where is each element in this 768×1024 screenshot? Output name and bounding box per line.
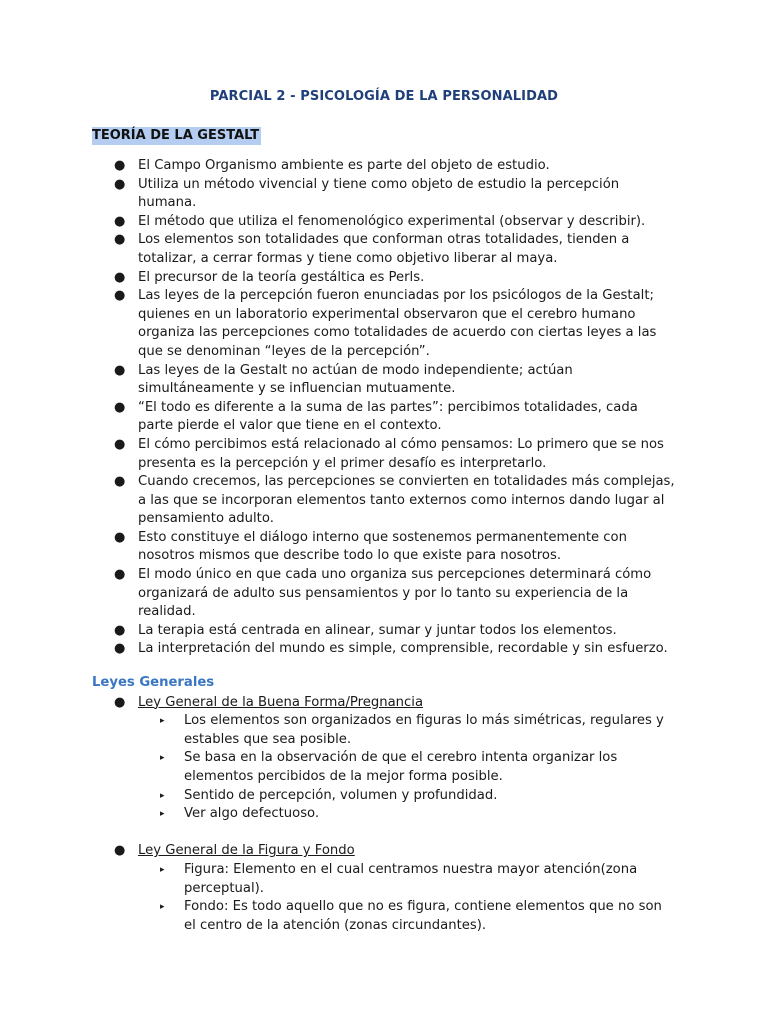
bullet-icon: ● bbox=[114, 694, 126, 710]
bullet-icon: ● bbox=[114, 176, 126, 192]
laws-list bbox=[92, 842, 676, 861]
bullet-icon: ● bbox=[114, 158, 126, 173]
triangle-bullet-icon: ▸ bbox=[160, 902, 165, 913]
list-item: ▸ Se basa en la observación de que el cerebro intenta organizar los elementos percibidos de la mejor forma posible. bbox=[160, 750, 618, 784]
list-item: ● El cómo percibimos está relacionado al cómo pensamos: Lo primero que se nos presenta es la percepción y el primer desafío es interpretarlo. bbox=[114, 436, 664, 471]
list-item: ● La terapia está centrada en alinear, sumar y juntar todos los elementos. bbox=[114, 622, 676, 641]
list-item: ● Las leyes de la Gestalt no actúan de modo independiente; actúan simultáneamente y se influencian mutuamente. bbox=[114, 362, 573, 397]
bullet-icon: ● bbox=[114, 622, 126, 638]
law-item bbox=[114, 842, 676, 861]
bullet-list bbox=[92, 157, 676, 659]
law-title: Ley General de la Buena Forma/Pregnancia bbox=[138, 694, 424, 710]
list-item: ▸ Figura: Elemento en el cual centramos nuestra mayor atención(zona perceptual). bbox=[160, 861, 638, 896]
bullet-icon: ● bbox=[114, 529, 126, 545]
sub-heading: Leyes Generales bbox=[92, 675, 215, 691]
list-item: ● El precursor de la teoría gestáltica es Perls. bbox=[114, 269, 676, 288]
bullet-icon: ● bbox=[114, 362, 126, 378]
list-item: ● “El todo es diferente a la suma de las partes”: percibimos totalidades, cada parte pierde el valor que tiene en el contexto. bbox=[114, 399, 638, 434]
law-sub-list bbox=[92, 861, 676, 935]
bullet-icon: ● bbox=[114, 436, 126, 452]
bullet-icon: ● bbox=[114, 474, 126, 490]
bullet-icon: ● bbox=[114, 843, 126, 859]
triangle-bullet-icon: ▸ bbox=[160, 716, 165, 727]
list-item: ▸ Los elementos son organizados en figuras lo más simétricas, regulares y estables que sea posible. bbox=[160, 713, 664, 747]
bullet-icon: ● bbox=[114, 567, 126, 583]
list-item: ● El Campo Organismo ambiente es parte del objeto de estudio. bbox=[114, 157, 676, 176]
list-item: ▸ Ver algo defectuoso. bbox=[160, 805, 676, 824]
laws-list bbox=[92, 694, 676, 713]
spacer bbox=[92, 824, 676, 843]
list-item: ● Esto constituye el diálogo interno que sostenemos permanentemente con nosotros mismos que describe todo lo que existe para nosotros. bbox=[114, 529, 627, 564]
list-item: ● Cuando crecemos, las percepciones se convierten en totalidades más complejas, a las que se incorporan elementos tanto externos como internos dando lugar al pensamiento adulto. bbox=[114, 474, 675, 527]
list-item: ● Utiliza un método vivencial y tiene como objeto de estudio la percepción humana. bbox=[114, 176, 620, 211]
document-title: PARCIAL 2 - PSICOLOGÍA DE LA PERSONALIDAD bbox=[209, 89, 559, 104]
law-item bbox=[114, 694, 676, 713]
list-item: ▸ Fondo: Es todo aquello que no es figura, contiene elementos que no son el centro de la atención (zonas circundantes). bbox=[160, 899, 662, 933]
list-item: ● Las leyes de la percepción fueron enunciadas por los psicólogos de la Gestalt; quienes en un laboratorio experimental observaron que el cerebro humano organiza las percepciones como totalidades de acuerdo con ciertas leyes a las que se denominan “leyes de la percepción”. bbox=[114, 288, 657, 359]
triangle-bullet-icon: ▸ bbox=[160, 753, 165, 764]
triangle-bullet-icon: ▸ bbox=[160, 864, 165, 875]
bullet-icon: ● bbox=[114, 288, 126, 304]
bullet-icon: ● bbox=[114, 232, 126, 248]
bullet-icon: ● bbox=[114, 641, 126, 657]
section-heading: TEORÍA DE LA GESTALT bbox=[92, 128, 260, 143]
list-item: ● La interpretación del mundo es simple, comprensible, recordable y sin esfuerzo. bbox=[114, 640, 676, 659]
bullet-icon: ● bbox=[114, 213, 126, 229]
law-title: Ley General de la Figura y Fondo bbox=[138, 843, 355, 859]
list-item: ● Los elementos son totalidades que conforman otras totalidades, tienden a totalizar, a cerrar formas y tiene como objetivo liberar al maya. bbox=[114, 232, 630, 266]
triangle-bullet-icon: ▸ bbox=[160, 809, 165, 820]
list-item: ▸ Sentido de percepción, volumen y profundidad. bbox=[160, 787, 676, 806]
bullet-icon: ● bbox=[114, 399, 126, 415]
bullet-icon: ● bbox=[114, 269, 126, 285]
list-item: ● El método que utiliza el fenomenológico experimental (observar y describir). bbox=[114, 213, 676, 232]
list-item: ● El modo único en que cada uno organiza sus percepciones determinará cómo organizará de adulto sus pensamientos y por lo tanto su experiencia de la realidad. bbox=[114, 567, 652, 620]
law-sub-list bbox=[92, 712, 676, 824]
triangle-bullet-icon: ▸ bbox=[160, 790, 165, 801]
